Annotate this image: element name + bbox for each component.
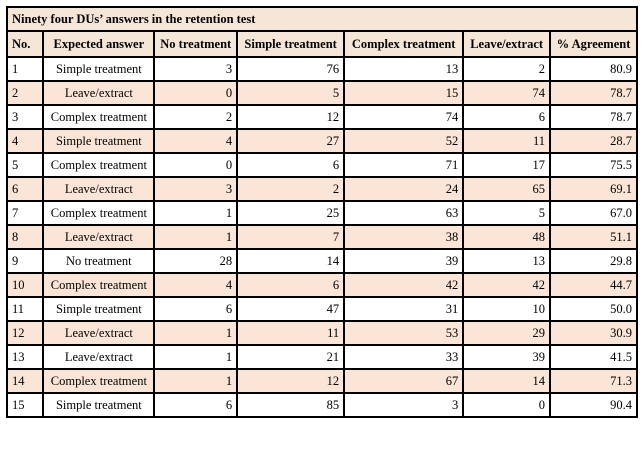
table-row — [7, 369, 637, 393]
table-row — [7, 81, 637, 105]
cell-simple-treatment: 12 — [237, 369, 344, 393]
cell-no-treatment: 4 — [154, 273, 237, 297]
cell-simple-treatment: 47 — [237, 297, 344, 321]
cell-no: 7 — [7, 201, 43, 225]
cell-expected-answer: Simple treatment — [43, 57, 154, 81]
cell-complex-treatment: 52 — [344, 129, 463, 153]
cell-leave-extract: 48 — [463, 225, 550, 249]
table-row — [7, 129, 637, 153]
cell-complex-treatment: 33 — [344, 345, 463, 369]
cell-complex-treatment: 24 — [344, 177, 463, 201]
cell-complex-treatment: 71 — [344, 153, 463, 177]
cell-leave-extract: 2 — [463, 57, 550, 81]
table-row — [7, 225, 637, 249]
cell-no-treatment: 4 — [154, 129, 237, 153]
cell-agreement: 51.1 — [550, 225, 637, 249]
cell-no: 14 — [7, 369, 43, 393]
cell-simple-treatment: 25 — [237, 201, 344, 225]
cell-leave-extract: 14 — [463, 369, 550, 393]
cell-simple-treatment: 12 — [237, 105, 344, 129]
cell-agreement: 69.1 — [550, 177, 637, 201]
cell-expected-answer: Leave/extract — [43, 225, 154, 249]
header-no: No. — [7, 31, 43, 57]
cell-no: 4 — [7, 129, 43, 153]
cell-leave-extract: 11 — [463, 129, 550, 153]
cell-complex-treatment: 15 — [344, 81, 463, 105]
cell-agreement: 78.7 — [550, 81, 637, 105]
cell-leave-extract: 5 — [463, 201, 550, 225]
table-row — [7, 297, 637, 321]
cell-no-treatment: 2 — [154, 105, 237, 129]
cell-simple-treatment: 76 — [237, 57, 344, 81]
cell-complex-treatment: 53 — [344, 321, 463, 345]
header-no-treatment: No treatment — [154, 31, 237, 57]
cell-no-treatment: 1 — [154, 369, 237, 393]
cell-no-treatment: 0 — [154, 81, 237, 105]
cell-leave-extract: 0 — [463, 393, 550, 417]
cell-no-treatment: 3 — [154, 177, 237, 201]
cell-leave-extract: 17 — [463, 153, 550, 177]
retention-test-table — [6, 6, 638, 418]
cell-expected-answer: Complex treatment — [43, 153, 154, 177]
cell-simple-treatment: 21 — [237, 345, 344, 369]
cell-leave-extract: 74 — [463, 81, 550, 105]
cell-expected-answer: Simple treatment — [43, 129, 154, 153]
cell-no: 9 — [7, 249, 43, 273]
cell-agreement: 67.0 — [550, 201, 637, 225]
cell-expected-answer: Complex treatment — [43, 273, 154, 297]
cell-leave-extract: 6 — [463, 105, 550, 129]
cell-no: 1 — [7, 57, 43, 81]
cell-agreement: 90.4 — [550, 393, 637, 417]
cell-simple-treatment: 7 — [237, 225, 344, 249]
table-row — [7, 345, 637, 369]
cell-no-treatment: 28 — [154, 249, 237, 273]
cell-simple-treatment: 6 — [237, 153, 344, 177]
table-row — [7, 57, 637, 81]
header-agreement: % Agreement — [550, 31, 637, 57]
cell-leave-extract: 10 — [463, 297, 550, 321]
cell-agreement: 78.7 — [550, 105, 637, 129]
cell-simple-treatment: 5 — [237, 81, 344, 105]
cell-leave-extract: 65 — [463, 177, 550, 201]
table-caption-row — [7, 7, 637, 31]
cell-no-treatment: 0 — [154, 153, 237, 177]
cell-expected-answer: Simple treatment — [43, 393, 154, 417]
cell-no-treatment: 1 — [154, 321, 237, 345]
cell-agreement: 75.5 — [550, 153, 637, 177]
cell-simple-treatment: 27 — [237, 129, 344, 153]
cell-complex-treatment: 13 — [344, 57, 463, 81]
cell-no: 8 — [7, 225, 43, 249]
cell-agreement: 50.0 — [550, 297, 637, 321]
cell-agreement: 80.9 — [550, 57, 637, 81]
cell-leave-extract: 39 — [463, 345, 550, 369]
cell-no-treatment: 1 — [154, 225, 237, 249]
cell-expected-answer: Complex treatment — [43, 369, 154, 393]
cell-expected-answer: Leave/extract — [43, 177, 154, 201]
cell-complex-treatment: 74 — [344, 105, 463, 129]
cell-agreement: 41.5 — [550, 345, 637, 369]
cell-agreement: 71.3 — [550, 369, 637, 393]
table-header-row — [7, 31, 637, 57]
cell-expected-answer: Complex treatment — [43, 105, 154, 129]
cell-complex-treatment: 3 — [344, 393, 463, 417]
header-simple-treatment: Simple treatment — [237, 31, 344, 57]
cell-no: 10 — [7, 273, 43, 297]
cell-agreement: 30.9 — [550, 321, 637, 345]
cell-complex-treatment: 67 — [344, 369, 463, 393]
table-row — [7, 201, 637, 225]
cell-no: 15 — [7, 393, 43, 417]
cell-expected-answer: Leave/extract — [43, 81, 154, 105]
cell-expected-answer: Complex treatment — [43, 201, 154, 225]
cell-simple-treatment: 11 — [237, 321, 344, 345]
table-row — [7, 273, 637, 297]
cell-no-treatment: 6 — [154, 297, 237, 321]
table-row — [7, 105, 637, 129]
table-row — [7, 249, 637, 273]
cell-no-treatment: 6 — [154, 393, 237, 417]
cell-leave-extract: 13 — [463, 249, 550, 273]
header-expected-answer: Expected answer — [43, 31, 154, 57]
cell-complex-treatment: 63 — [344, 201, 463, 225]
cell-no: 5 — [7, 153, 43, 177]
cell-no: 11 — [7, 297, 43, 321]
cell-agreement: 44.7 — [550, 273, 637, 297]
cell-simple-treatment: 14 — [237, 249, 344, 273]
cell-no: 12 — [7, 321, 43, 345]
cell-leave-extract: 42 — [463, 273, 550, 297]
cell-complex-treatment: 38 — [344, 225, 463, 249]
cell-complex-treatment: 31 — [344, 297, 463, 321]
cell-complex-treatment: 42 — [344, 273, 463, 297]
table-caption: Ninety four DUs’ answers in the retention test — [7, 7, 637, 31]
header-leave-extract: Leave/extract — [463, 31, 550, 57]
cell-no: 3 — [7, 105, 43, 129]
cell-no: 2 — [7, 81, 43, 105]
table-row — [7, 153, 637, 177]
cell-agreement: 28.7 — [550, 129, 637, 153]
cell-expected-answer: Leave/extract — [43, 321, 154, 345]
table-row — [7, 393, 637, 417]
cell-leave-extract: 29 — [463, 321, 550, 345]
header-complex-treatment: Complex treatment — [344, 31, 463, 57]
cell-no: 13 — [7, 345, 43, 369]
cell-expected-answer: No treatment — [43, 249, 154, 273]
cell-no-treatment: 3 — [154, 57, 237, 81]
cell-complex-treatment: 39 — [344, 249, 463, 273]
cell-agreement: 29.8 — [550, 249, 637, 273]
table-body — [7, 57, 637, 417]
cell-simple-treatment: 85 — [237, 393, 344, 417]
table-row — [7, 321, 637, 345]
cell-expected-answer: Leave/extract — [43, 345, 154, 369]
cell-expected-answer: Simple treatment — [43, 297, 154, 321]
table-row — [7, 177, 637, 201]
cell-simple-treatment: 6 — [237, 273, 344, 297]
cell-simple-treatment: 2 — [237, 177, 344, 201]
retention-test-table-container — [6, 6, 638, 418]
cell-no-treatment: 1 — [154, 201, 237, 225]
cell-no-treatment: 1 — [154, 345, 237, 369]
cell-no: 6 — [7, 177, 43, 201]
